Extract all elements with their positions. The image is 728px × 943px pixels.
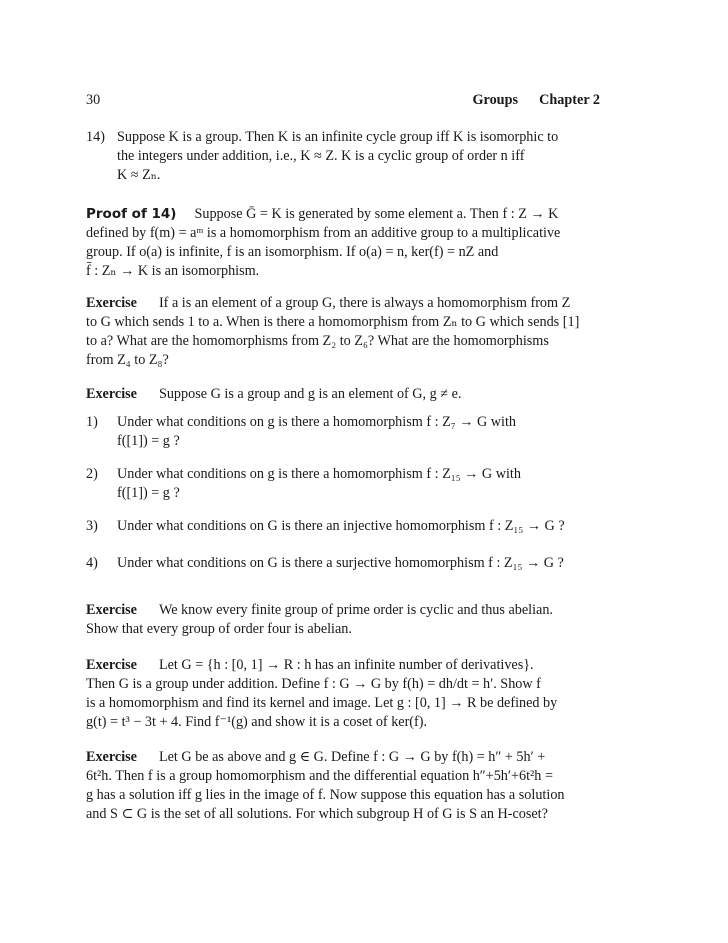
subitem-line: Under what conditions on g is there a homomorphism f : Z₇ → G with — [117, 414, 516, 430]
exercise-line: Exercise Suppose G is a group and g is an element of G, g ≠ e. — [86, 386, 462, 402]
subitem-number: 3) — [86, 518, 98, 534]
exercise-line: to G which sends 1 to a. When is there a homomorphism from Zₙ to G which sends [1] — [86, 314, 580, 330]
proof-label: Proof of 14) — [86, 206, 177, 222]
exercise-line: is a homomorphism and find its kernel and image. Let g : [0, 1] → R be defined by — [86, 695, 558, 711]
item-line: the integers under addition, i.e., K ≈ Z. K is a cyclic group of order n iff — [117, 148, 525, 164]
subitem-line: f([1]) = g ? — [117, 433, 180, 449]
exercise-label: Exercise — [86, 295, 137, 311]
exercise-label: Exercise — [86, 602, 137, 618]
subitem-line: Under what conditions on G is there a surjective homomorphism f : Z₁₅ → G ? — [117, 555, 564, 571]
subitem-number: 2) — [86, 466, 98, 482]
proof-line: group. If o(a) is infinite, f is an isomorphism. If o(a) = n, ker(f) = nZ and — [86, 244, 499, 260]
page-header — [86, 91, 600, 111]
exercise-line: and S ⊂ G is the set of all solutions. For which subgroup H of G is S an H-coset? — [86, 806, 548, 822]
exercise-homomorphism-from-z — [86, 294, 600, 370]
exercise-line: Exercise We know every finite group of prime order is cyclic and thus abelian. — [86, 602, 553, 618]
section-title: Groups — [472, 92, 518, 108]
exercise-label: Exercise — [86, 657, 137, 673]
proof-line: defined by f(m) = aᵐ is a homomorphism from an additive group to a multiplicative — [86, 225, 561, 241]
subitem-line: Under what conditions on g is there a homomorphism f : Z₁₅ → G with — [117, 466, 521, 482]
item-number: 14) — [86, 129, 105, 145]
exercise-differential-equation — [86, 748, 600, 824]
exercise-conditions-on-g — [86, 385, 600, 404]
exercise-label: Exercise — [86, 386, 137, 402]
subitem-number: 4) — [86, 555, 98, 571]
proof-line: f̄ : Zₙ → K is an isomorphism. — [86, 263, 260, 279]
exercise-line: from Z₄ to Z₈? — [86, 352, 169, 368]
chapter-title: Chapter 2 — [539, 92, 600, 108]
exercise-line: Exercise Let G be as above and g ∈ G. Define f : G → G by f(h) = h″ + 5h′ + — [86, 749, 546, 765]
subitem-line: Under what conditions on G is there an injective homomorphism f : Z₁₅ → G ? — [117, 518, 565, 534]
exercise-line: 6t²h. Then f is a group homomorphism and the differential equation h″+5h′+6t²h = — [86, 768, 553, 784]
subitem-number: 1) — [86, 414, 98, 430]
exercise-line: Exercise If a is an element of a group G, there is always a homomorphism from Z — [86, 295, 571, 311]
subitem-line: f([1]) = g ? — [117, 485, 180, 501]
page-number: 30 — [86, 92, 101, 108]
exercise-line: g(t) = t³ − 3t + 4. Find f⁻¹(g) and show it is a coset of ker(f). — [86, 714, 428, 730]
exercise-derivative-homomorphism — [86, 656, 600, 732]
exercise-line: g has a solution iff g lies in the image of f. Now suppose this equation has a solution — [86, 787, 565, 803]
exercise-line: Show that every group of order four is abelian. — [86, 621, 352, 637]
proof-line: Proof of 14) Suppose Ḡ = K is generated by some element a. Then f : Z → K — [86, 206, 559, 222]
item-line: Suppose K is a group. Then K is an infinite cycle group iff K is isomorphic to — [117, 129, 559, 145]
exercise-label: Exercise — [86, 749, 137, 765]
item-line: K ≈ Zₙ. — [117, 167, 161, 183]
proof-of-14 — [86, 205, 600, 281]
exercise-line: to a? What are the homomorphisms from Z₂ to Z₆? What are the homomorphisms — [86, 333, 549, 349]
exercise-line: Then G is a group under addition. Define f : G → G by f(h) = dh/dt = h′. Show f — [86, 676, 541, 692]
exercise-order-four-abelian — [86, 601, 600, 639]
exercise-line: Exercise Let G = {h : [0, 1] → R : h has an infinite number of derivatives}. — [86, 657, 534, 673]
